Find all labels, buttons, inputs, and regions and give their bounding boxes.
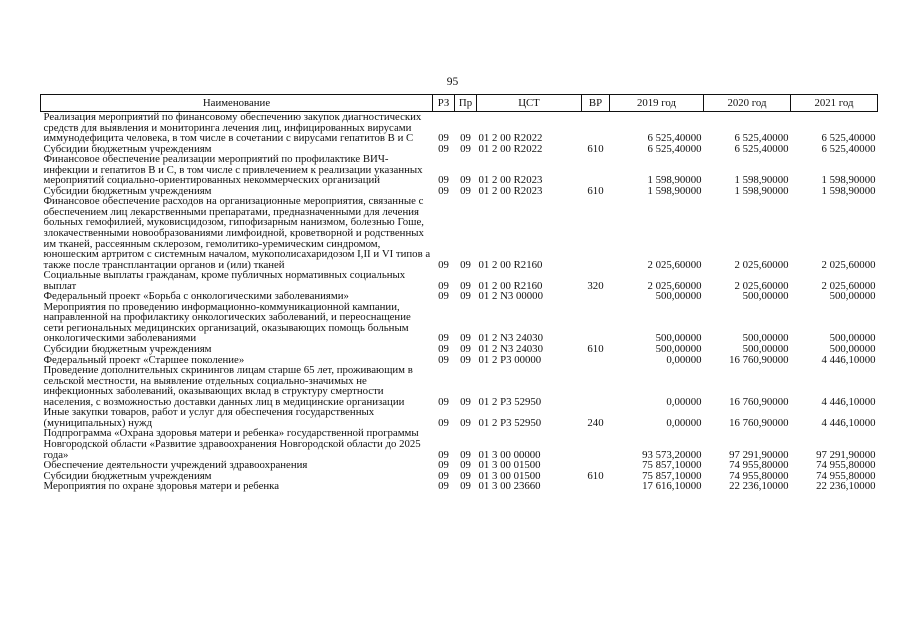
row-vr bbox=[582, 196, 610, 270]
table-row bbox=[41, 460, 878, 471]
row-2020: 6 525,40000 bbox=[734, 132, 789, 145]
row-pr: 09 bbox=[460, 343, 471, 356]
table-header-row bbox=[41, 95, 878, 112]
row-2021: 500,00000 bbox=[829, 290, 876, 303]
row-cst: 01 2 00 R2022 bbox=[478, 132, 543, 145]
row-rz: 09 bbox=[438, 142, 449, 155]
row-vr bbox=[582, 291, 610, 302]
row-2019: 1 598,90000 bbox=[647, 174, 702, 187]
row-pr: 09 bbox=[460, 353, 471, 366]
row-2019: 1 598,90000 bbox=[647, 184, 702, 197]
row-2019: 2 025,60000 bbox=[647, 258, 702, 271]
header-name: Наименование bbox=[41, 95, 433, 112]
row-2020: 16 760,90000 bbox=[729, 395, 789, 408]
row-rz: 09 bbox=[438, 395, 449, 408]
row-name: Иные закупки товаров, работ и услуг для обеспечения государственных (муниципальных) нужд bbox=[43, 406, 375, 429]
row-pr: 09 bbox=[460, 132, 471, 145]
row-2019: 6 525,40000 bbox=[647, 132, 702, 145]
row-2020: 74 955,80000 bbox=[729, 459, 789, 472]
row-rz: 09 bbox=[438, 353, 449, 366]
table-row bbox=[41, 365, 878, 407]
row-2021: 1 598,90000 bbox=[821, 174, 876, 187]
row-2020: 74 955,80000 bbox=[729, 469, 789, 482]
row-pr: 09 bbox=[460, 395, 471, 408]
row-pr: 09 bbox=[460, 174, 471, 187]
row-cst: 01 2 P3 00000 bbox=[478, 353, 542, 366]
row-2019: 17 616,10000 bbox=[642, 480, 702, 493]
row-rz: 09 bbox=[438, 332, 449, 345]
row-pr: 09 bbox=[460, 279, 471, 292]
table-row bbox=[41, 407, 878, 428]
row-vr bbox=[582, 112, 610, 144]
row-name: Подпрограмма «Охрана здоровья матери и ребенка» государственной программы Новгородской области «Развитие здравоохранения Новгородской области до 2025 года» bbox=[43, 427, 421, 461]
row-name: Субсидии бюджетным учреждениям bbox=[43, 343, 212, 356]
row-cst: 01 2 P3 52950 bbox=[478, 416, 542, 429]
row-cst: 01 2 00 R2023 bbox=[478, 184, 543, 197]
row-2019: 0,00000 bbox=[666, 353, 702, 366]
row-cst: 01 2 00 R2160 bbox=[478, 279, 543, 292]
row-name: Реализация мероприятий по финансовому обеспечению закупок диагностических средств для выявления и мониторинга лечения лиц, инфицированных вирусами иммунодефицита человека, в том числе в сочетании с вирусами гепатитов В и С bbox=[43, 111, 422, 145]
row-2021: 6 525,40000 bbox=[821, 132, 876, 145]
row-cst: 01 2 00 R2160 bbox=[478, 258, 543, 271]
row-pr: 09 bbox=[460, 416, 471, 429]
row-2020: 1 598,90000 bbox=[734, 174, 789, 187]
row-2020: 500,00000 bbox=[742, 343, 789, 356]
row-name: Проведение дополнительных скринингов лицам старше 65 лет, проживающим в сельской местности, на выявление отдельных социально-значимых не инфекционных заболеваний, оказывающих вклад в структуру смертности населения, с возможностью доставки данных лиц в медицинские организации bbox=[43, 364, 413, 408]
row-2020: 1 598,90000 bbox=[734, 184, 789, 197]
row-name: Субсидии бюджетным учреждениям bbox=[43, 142, 212, 155]
row-cst: 01 2 P3 52950 bbox=[478, 395, 542, 408]
row-name: Обеспечение деятельности учреждений здравоохранения bbox=[43, 459, 308, 472]
row-2021: 4 446,10000 bbox=[821, 416, 876, 429]
row-pr: 09 bbox=[460, 142, 471, 155]
row-cst: 01 2 00 R2023 bbox=[478, 174, 543, 187]
row-name: Финансовое обеспечение реализации мероприятий по профилактике ВИЧ-инфекции и гепатитов В и С, в том числе с привлечением к реализации указанных мероприятий социально-ориентированных некоммерческих организаций bbox=[43, 153, 423, 187]
row-vr bbox=[582, 154, 610, 186]
row-2019: 500,00000 bbox=[655, 332, 702, 345]
row-2021: 2 025,60000 bbox=[821, 258, 876, 271]
row-pr: 09 bbox=[460, 469, 471, 482]
row-2019: 500,00000 bbox=[655, 343, 702, 356]
row-vr: 320 bbox=[587, 279, 604, 292]
row-2019: 75 857,10000 bbox=[642, 459, 702, 472]
row-2020: 2 025,60000 bbox=[734, 258, 789, 271]
row-rz: 09 bbox=[438, 258, 449, 271]
row-2021: 500,00000 bbox=[829, 343, 876, 356]
row-rz: 09 bbox=[438, 469, 449, 482]
row-cst: 01 2 N3 24030 bbox=[478, 332, 543, 345]
row-vr: 610 bbox=[587, 343, 604, 356]
row-2021: 500,00000 bbox=[829, 332, 876, 345]
row-2019: 0,00000 bbox=[666, 416, 702, 429]
row-pr: 09 bbox=[460, 448, 471, 461]
row-pr: 09 bbox=[460, 459, 471, 472]
row-vr: 610 bbox=[587, 142, 604, 155]
table-row bbox=[41, 112, 878, 144]
header-cst: ЦСТ bbox=[477, 95, 582, 112]
row-2021: 74 955,80000 bbox=[816, 469, 876, 482]
row-name: Федеральный проект «Старшее поколение» bbox=[43, 353, 245, 366]
row-rz: 09 bbox=[438, 132, 449, 145]
row-vr bbox=[582, 355, 610, 366]
table-row bbox=[41, 428, 878, 460]
row-2020: 16 760,90000 bbox=[729, 353, 789, 366]
row-2021: 4 446,10000 bbox=[821, 395, 876, 408]
row-rz: 09 bbox=[438, 174, 449, 187]
header-2019: 2019 год bbox=[610, 95, 704, 112]
header-2020: 2020 год bbox=[704, 95, 791, 112]
row-vr bbox=[582, 481, 610, 492]
table-row bbox=[41, 344, 878, 355]
header-vr: ВР bbox=[582, 95, 610, 112]
header-pr: Пр bbox=[455, 95, 477, 112]
row-2020: 2 025,60000 bbox=[734, 279, 789, 292]
table-row bbox=[41, 481, 878, 492]
row-rz: 09 bbox=[438, 290, 449, 303]
row-name: Субсидии бюджетным учреждениям bbox=[43, 469, 212, 482]
row-rz: 09 bbox=[438, 480, 449, 493]
row-2020: 6 525,40000 bbox=[734, 142, 789, 155]
row-2021: 4 446,10000 bbox=[821, 353, 876, 366]
row-2021: 6 525,40000 bbox=[821, 142, 876, 155]
row-pr: 09 bbox=[460, 258, 471, 271]
row-cst: 01 2 00 R2022 bbox=[478, 142, 543, 155]
budget-table bbox=[40, 94, 878, 492]
row-2019: 500,00000 bbox=[655, 290, 702, 303]
row-vr: 610 bbox=[587, 469, 604, 482]
table-row bbox=[41, 196, 878, 270]
row-rz: 09 bbox=[438, 459, 449, 472]
table-row bbox=[41, 302, 878, 344]
row-rz: 09 bbox=[438, 416, 449, 429]
row-cst: 01 3 00 00000 bbox=[478, 448, 541, 461]
row-cst: 01 3 00 23660 bbox=[478, 480, 541, 493]
row-name: Федеральный проект «Борьба с онкологическими заболеваниями» bbox=[43, 290, 349, 303]
row-2019: 75 857,10000 bbox=[642, 469, 702, 482]
row-vr: 610 bbox=[587, 184, 604, 197]
row-cst: 01 2 N3 00000 bbox=[478, 290, 543, 303]
row-name: Мероприятия по охране здоровья матери и ребенка bbox=[43, 480, 280, 493]
row-2020: 16 760,90000 bbox=[729, 416, 789, 429]
row-vr bbox=[582, 302, 610, 344]
row-2020: 22 236,10000 bbox=[729, 480, 789, 493]
row-rz: 09 bbox=[438, 279, 449, 292]
row-cst: 01 2 N3 24030 bbox=[478, 343, 543, 356]
row-cst: 01 3 00 01500 bbox=[478, 459, 541, 472]
table-row bbox=[41, 270, 878, 291]
row-rz: 09 bbox=[438, 343, 449, 356]
row-2019: 6 525,40000 bbox=[647, 142, 702, 155]
row-pr: 09 bbox=[460, 332, 471, 345]
row-rz: 09 bbox=[438, 184, 449, 197]
row-pr: 09 bbox=[460, 480, 471, 493]
header-rz: РЗ bbox=[433, 95, 455, 112]
row-vr bbox=[582, 428, 610, 460]
row-2021: 2 025,60000 bbox=[821, 279, 876, 292]
row-2021: 74 955,80000 bbox=[816, 459, 876, 472]
row-name: Социальные выплаты гражданам, кроме публичных нормативных социальных выплат bbox=[43, 269, 406, 292]
row-2019: 2 025,60000 bbox=[647, 279, 702, 292]
row-2019: 0,00000 bbox=[666, 395, 702, 408]
row-2020: 500,00000 bbox=[742, 332, 789, 345]
row-2019: 93 573,20000 bbox=[642, 448, 702, 461]
row-vr: 240 bbox=[587, 416, 604, 429]
row-name: Субсидии бюджетным учреждениям bbox=[43, 184, 212, 197]
row-pr: 09 bbox=[460, 290, 471, 303]
row-cst: 01 3 00 01500 bbox=[478, 469, 541, 482]
table-row bbox=[41, 154, 878, 186]
row-2020: 97 291,90000 bbox=[729, 448, 789, 461]
row-rz: 09 bbox=[438, 448, 449, 461]
row-2021: 1 598,90000 bbox=[821, 184, 876, 197]
page-number: 95 bbox=[446, 76, 459, 88]
row-2020: 500,00000 bbox=[742, 290, 789, 303]
row-2021: 97 291,90000 bbox=[816, 448, 876, 461]
row-name: Финансовое обеспечение расходов на организационные мероприятия, связанные с обеспечением лиц лекарственными препаратами, предназначенными для лечения больных гемофилией, муковисцидозом, гипофизарным нанизмом, болезнью Гоше, злокачественными новообразованиями лимфоидной, кроветворной и родственных им тканей, рассеянным склерозом, гемолитико-уремическим синдромом, юношеским артритом с системным началом, мукополисахаридозом I,II и VI типов а также после трансплантации органов и (или) тканей bbox=[43, 195, 431, 271]
row-name: Мероприятия по проведению информационно-коммуникационной кампании, направленной на профилактику онкологических заболеваний, и переоснащение сети региональных медицинских организаций, оказывающих помощь больным онкологическими заболеваниями bbox=[43, 300, 411, 345]
header-2021: 2021 год bbox=[791, 95, 878, 112]
table-body bbox=[41, 112, 878, 492]
row-pr: 09 bbox=[460, 184, 471, 197]
row-vr bbox=[582, 365, 610, 407]
row-2021: 22 236,10000 bbox=[816, 480, 876, 493]
row-vr bbox=[582, 460, 610, 471]
